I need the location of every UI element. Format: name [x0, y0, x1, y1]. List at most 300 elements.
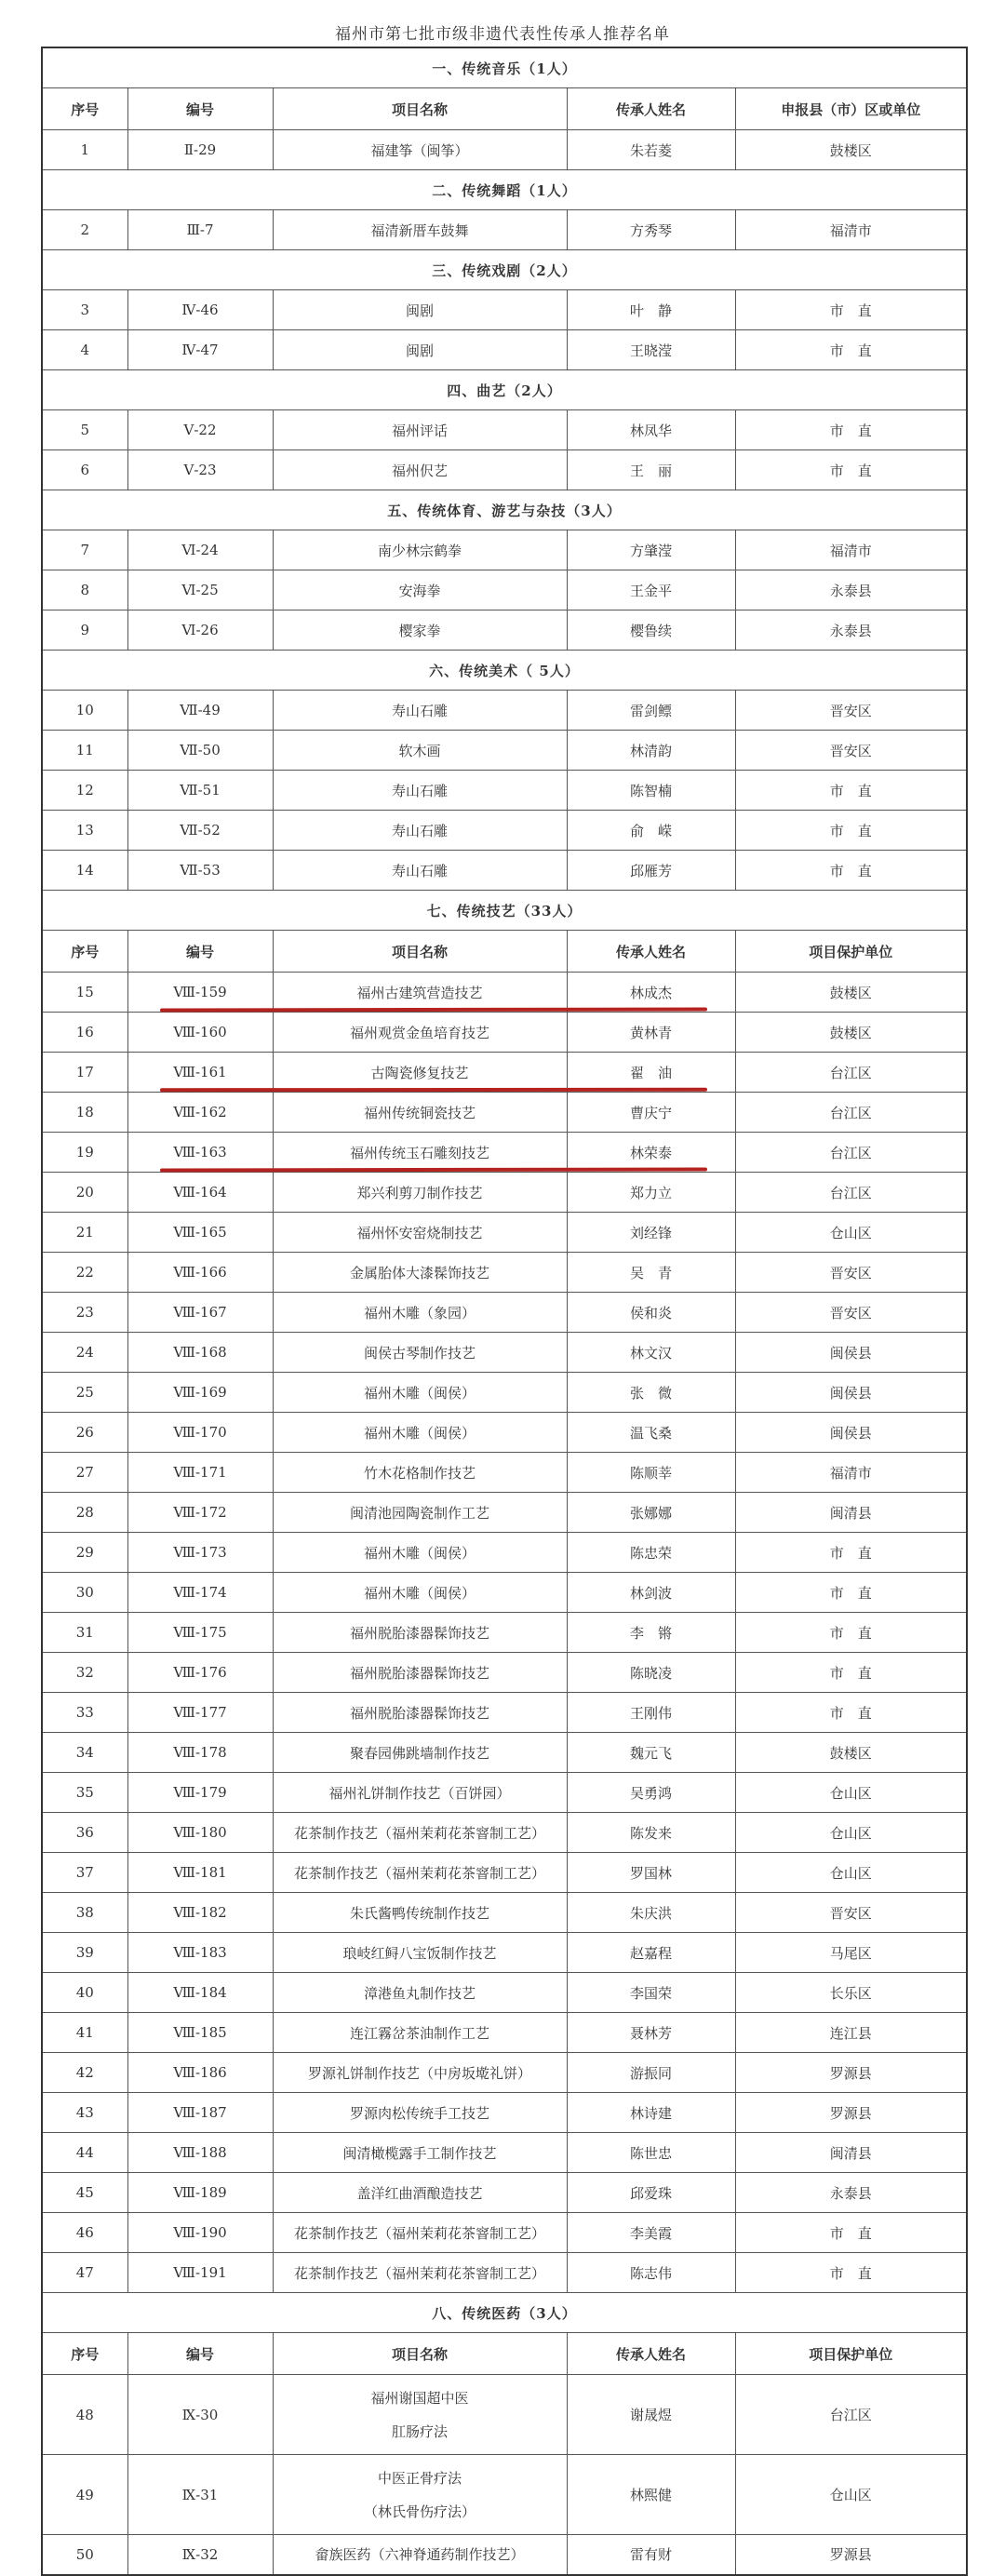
row-number: 25 [42, 1373, 127, 1413]
inheritor-name: 李 锵 [567, 1613, 735, 1653]
section-header-row [42, 891, 967, 931]
table-row [42, 1333, 967, 1373]
applicant-unit: 长乐区 [735, 1973, 967, 2013]
applicant-unit: 市 直 [735, 811, 967, 851]
item-code: Ⅷ-176 [127, 1653, 273, 1693]
table-row [42, 1253, 967, 1293]
row-number: 35 [42, 1773, 127, 1813]
project-name: 寿山石雕 [273, 851, 567, 891]
inheritor-name: 陈忠荣 [567, 1533, 735, 1573]
section-header-row [42, 490, 967, 530]
project-name: 聚春园佛跳墙制作技艺 [273, 1733, 567, 1773]
row-number: 27 [42, 1453, 127, 1493]
project-name: 福州传统铜瓷技艺 [273, 1093, 567, 1133]
project-name: 福州木雕（闽侯） [273, 1573, 567, 1613]
applicant-unit: 市 直 [735, 450, 967, 490]
project-name: 漳港鱼丸制作技艺 [273, 1973, 567, 2013]
table-row [42, 2375, 967, 2455]
inheritor-name: 邱雁芳 [567, 851, 735, 891]
project-name: 罗源礼饼制作技艺（中房坂墘礼饼） [273, 2053, 567, 2093]
column-header-project-name: 项目名称 [273, 88, 567, 130]
applicant-unit: 台江区 [735, 1173, 967, 1213]
item-code: Ⅵ-25 [127, 570, 273, 610]
project-name: 福州木雕（闽侯） [273, 1373, 567, 1413]
inheritor-name: 樱鲁续 [567, 610, 735, 651]
applicant-unit: 晋安区 [735, 1253, 967, 1293]
item-code: Ⅲ-7 [127, 210, 273, 250]
inheritor-name: 林熙健 [567, 2455, 735, 2535]
row-number: 7 [42, 530, 127, 570]
inheritor-name: 王刚伟 [567, 1693, 735, 1733]
project-name: 南少林宗鹤拳 [273, 530, 567, 570]
project-name: 闽剧 [273, 290, 567, 330]
table-row [42, 570, 967, 610]
row-number: 30 [42, 1573, 127, 1613]
table-row [42, 130, 967, 170]
project-name: 福州木雕（闽侯） [273, 1533, 567, 1573]
row-number: 24 [42, 1333, 127, 1373]
project-name: 花茶制作技艺（福州茉莉花茶窨制工艺） [273, 1813, 567, 1853]
row-number: 31 [42, 1613, 127, 1653]
applicant-unit: 仓山区 [735, 1853, 967, 1893]
table-row [42, 1133, 967, 1173]
column-header-row [42, 88, 967, 130]
inheritor-name: 罗国林 [567, 1853, 735, 1893]
table-row [42, 1733, 967, 1773]
row-number: 32 [42, 1653, 127, 1693]
table-row [42, 1973, 967, 2013]
table-row [42, 530, 967, 570]
applicant-unit: 永泰县 [735, 570, 967, 610]
table-row [42, 1053, 967, 1093]
row-number: 39 [42, 1933, 127, 1973]
applicant-unit: 闽侯县 [735, 1373, 967, 1413]
item-code: Ⅷ-174 [127, 1573, 273, 1613]
project-name: 福州评话 [273, 410, 567, 450]
item-code: Ⅷ-183 [127, 1933, 273, 1973]
item-code: Ⅷ-178 [127, 1733, 273, 1773]
item-code: Ⅷ-181 [127, 1853, 273, 1893]
table-row [42, 1933, 967, 1973]
row-number: 14 [42, 851, 127, 891]
project-name: 花茶制作技艺（福州茉莉花茶窨制工艺） [273, 2213, 567, 2253]
project-name: 福清新厝车鼓舞 [273, 210, 567, 250]
table-row [42, 1453, 967, 1493]
item-code: Ⅴ-22 [127, 410, 273, 450]
project-name: 郑兴利剪刀制作技艺 [273, 1173, 567, 1213]
section-title: 二、传统舞蹈（1人） [42, 170, 967, 210]
applicant-unit: 市 直 [735, 851, 967, 891]
column-header-row [42, 2333, 967, 2375]
inheritor-name: 刘经锋 [567, 1213, 735, 1253]
item-code: Ⅷ-166 [127, 1253, 273, 1293]
item-code: Ⅷ-177 [127, 1693, 273, 1733]
column-header-row-number: 序号 [42, 931, 127, 973]
inheritor-name: 游振同 [567, 2053, 735, 2093]
red-underline-annotation [160, 1088, 707, 1093]
inheritor-name: 张娜娜 [567, 1493, 735, 1533]
section-title: 五、传统体育、游艺与杂技（3人） [42, 490, 967, 530]
applicant-unit: 台江区 [735, 1133, 967, 1173]
section-title: 七、传统技艺（33人） [42, 891, 967, 931]
project-name: 福州礼饼制作技艺（百饼园） [273, 1773, 567, 1813]
item-code: Ⅷ-170 [127, 1413, 273, 1453]
item-code: Ⅷ-180 [127, 1813, 273, 1853]
item-code: Ⅷ-185 [127, 2013, 273, 2053]
project-name: 福州脱胎漆器髹饰技艺 [273, 1693, 567, 1733]
row-number: 23 [42, 1293, 127, 1333]
item-code: Ⅱ-29 [127, 130, 273, 170]
column-header-applicant-unit: 项目保护单位 [735, 2333, 967, 2375]
project-name: 福州观赏金鱼培育技艺 [273, 1013, 567, 1053]
row-number: 47 [42, 2253, 127, 2293]
row-number: 12 [42, 771, 127, 811]
item-code: Ⅷ-184 [127, 1973, 273, 2013]
project-name: 琅岐红鲟八宝饭制作技艺 [273, 1933, 567, 1973]
applicant-unit: 连江县 [735, 2013, 967, 2053]
table-row [42, 610, 967, 651]
inheritor-name: 温飞桑 [567, 1413, 735, 1453]
table-row [42, 1093, 967, 1133]
item-code: Ⅷ-161 [127, 1053, 273, 1093]
row-number: 17 [42, 1053, 127, 1093]
applicant-unit: 鼓楼区 [735, 130, 967, 170]
item-code: Ⅷ-162 [127, 1093, 273, 1133]
applicant-unit: 仓山区 [735, 2455, 967, 2535]
row-number: 29 [42, 1533, 127, 1573]
inheritor-name: 陈世忠 [567, 2133, 735, 2173]
item-code: Ⅸ-31 [127, 2455, 273, 2535]
row-number: 19 [42, 1133, 127, 1173]
section-title: 三、传统戏剧（2人） [42, 250, 967, 290]
applicant-unit: 市 直 [735, 1613, 967, 1653]
project-name: 寿山石雕 [273, 771, 567, 811]
table-row [42, 1293, 967, 1333]
project-name: 福州伬艺 [273, 450, 567, 490]
column-header-row [42, 931, 967, 973]
row-number: 34 [42, 1733, 127, 1773]
row-number: 49 [42, 2455, 127, 2535]
table-row [42, 1373, 967, 1413]
item-code: Ⅷ-163 [127, 1133, 273, 1173]
section-header-row [42, 170, 967, 210]
applicant-unit: 鼓楼区 [735, 1013, 967, 1053]
item-code: Ⅸ-32 [127, 2535, 273, 2575]
table-row [42, 973, 967, 1013]
project-name: 闽剧 [273, 330, 567, 370]
project-name: 盖洋红曲酒酿造技艺 [273, 2173, 567, 2213]
table-row [42, 2173, 967, 2213]
row-number: 16 [42, 1013, 127, 1053]
item-code: Ⅵ-26 [127, 610, 273, 651]
row-number: 18 [42, 1093, 127, 1133]
applicant-unit: 马尾区 [735, 1933, 967, 1973]
item-code: Ⅶ-52 [127, 811, 273, 851]
row-number: 13 [42, 811, 127, 851]
project-name: 福建筝（闽筝） [273, 130, 567, 170]
applicant-unit: 市 直 [735, 771, 967, 811]
table-row [42, 330, 967, 370]
applicant-unit: 晋安区 [735, 1293, 967, 1333]
section-header-row [42, 651, 967, 691]
row-number: 50 [42, 2535, 127, 2575]
applicant-unit: 市 直 [735, 1573, 967, 1613]
project-name: 竹木花格制作技艺 [273, 1453, 567, 1493]
table-row [42, 811, 967, 851]
item-code: Ⅷ-171 [127, 1453, 273, 1493]
row-number: 45 [42, 2173, 127, 2213]
applicant-unit: 永泰县 [735, 610, 967, 651]
table-row [42, 210, 967, 250]
item-code: Ⅳ-47 [127, 330, 273, 370]
project-name: 软木画 [273, 731, 567, 771]
project-name: 福州木雕（闽侯） [273, 1413, 567, 1453]
inheritor-name: 朱庆洪 [567, 1893, 735, 1933]
row-number: 28 [42, 1493, 127, 1533]
row-number: 8 [42, 570, 127, 610]
project-name: 福州谢国超中医 肛肠疗法 [273, 2375, 567, 2455]
inheritor-name: 李国荣 [567, 1973, 735, 2013]
applicant-unit: 市 直 [735, 1693, 967, 1733]
row-number: 1 [42, 130, 127, 170]
applicant-unit: 台江区 [735, 2375, 967, 2455]
column-header-applicant-unit: 项目保护单位 [735, 931, 967, 973]
item-code: Ⅳ-46 [127, 290, 273, 330]
row-number: 37 [42, 1853, 127, 1893]
row-number: 36 [42, 1813, 127, 1853]
applicant-unit: 市 直 [735, 2253, 967, 2293]
applicant-unit: 福清市 [735, 210, 967, 250]
inheritor-name: 郑力立 [567, 1173, 735, 1213]
inheritor-name: 叶 静 [567, 290, 735, 330]
item-code: Ⅶ-53 [127, 851, 273, 891]
table-row [42, 410, 967, 450]
project-name: 安海拳 [273, 570, 567, 610]
applicant-unit: 闽侯县 [735, 1333, 967, 1373]
project-name: 花茶制作技艺（福州茉莉花茶窨制工艺） [273, 2253, 567, 2293]
row-number: 41 [42, 2013, 127, 2053]
item-code: Ⅷ-165 [127, 1213, 273, 1253]
applicant-unit: 市 直 [735, 1653, 967, 1693]
table-row [42, 290, 967, 330]
project-name: 古陶瓷修复技艺 [273, 1053, 567, 1093]
table-row [42, 731, 967, 771]
applicant-unit: 罗源县 [735, 2535, 967, 2575]
table-row [42, 2013, 967, 2053]
table-row [42, 1493, 967, 1533]
applicant-unit: 仓山区 [735, 1813, 967, 1853]
project-name: 朱氏酱鸭传统制作技艺 [273, 1893, 567, 1933]
inheritor-name: 林清韵 [567, 731, 735, 771]
item-code: Ⅷ-164 [127, 1173, 273, 1213]
project-name: 闽清池园陶瓷制作工艺 [273, 1493, 567, 1533]
inheritor-name: 方肇滢 [567, 530, 735, 570]
row-number: 21 [42, 1213, 127, 1253]
table-row [42, 2213, 967, 2253]
row-number: 2 [42, 210, 127, 250]
inheritor-name: 林文汉 [567, 1333, 735, 1373]
row-number: 6 [42, 450, 127, 490]
applicant-unit: 罗源县 [735, 2053, 967, 2093]
project-name: 福州木雕（象园） [273, 1293, 567, 1333]
applicant-unit: 鼓楼区 [735, 1733, 967, 1773]
applicant-unit: 台江区 [735, 1053, 967, 1093]
applicant-unit: 闽清县 [735, 1493, 967, 1533]
heritage-inheritors-table [41, 47, 968, 2576]
table-row [42, 1613, 967, 1653]
table-row [42, 1813, 967, 1853]
applicant-unit: 晋安区 [735, 1893, 967, 1933]
project-name: 闽侯古琴制作技艺 [273, 1333, 567, 1373]
table-row [42, 1573, 967, 1613]
applicant-unit: 福清市 [735, 1453, 967, 1493]
item-code: Ⅷ-173 [127, 1533, 273, 1573]
project-name: 金属胎体大漆髹饰技艺 [273, 1253, 567, 1293]
section-title: 四、曲艺（2人） [42, 370, 967, 410]
table-row [42, 691, 967, 731]
section-header-row [42, 250, 967, 290]
item-code: Ⅸ-30 [127, 2375, 273, 2455]
document-title: 福州市第七批市级非遗代表性传承人推荐名单 [335, 25, 670, 44]
inheritor-name: 聂林芳 [567, 2013, 735, 2053]
inheritor-name: 翟 油 [567, 1053, 735, 1093]
inheritor-name: 谢晟煜 [567, 2375, 735, 2455]
inheritor-name: 陈顺莘 [567, 1453, 735, 1493]
project-name: 罗源肉松传统手工技艺 [273, 2093, 567, 2133]
table-row [42, 2053, 967, 2093]
applicant-unit: 福清市 [735, 530, 967, 570]
table-row [42, 1693, 967, 1733]
column-header-applicant-unit: 申报县（市）区或单位 [735, 88, 967, 130]
item-code: Ⅷ-159 [127, 973, 273, 1013]
column-header-inheritor-name: 传承人姓名 [567, 2333, 735, 2375]
inheritor-name: 俞 嵘 [567, 811, 735, 851]
inheritor-name: 曹庆宁 [567, 1093, 735, 1133]
row-number: 38 [42, 1893, 127, 1933]
item-code: Ⅶ-49 [127, 691, 273, 731]
column-header-project-name: 项目名称 [273, 931, 567, 973]
inheritor-name: 陈智楠 [567, 771, 735, 811]
row-number: 15 [42, 973, 127, 1013]
section-title: 一、传统音乐（1人） [42, 47, 967, 88]
applicant-unit: 市 直 [735, 1533, 967, 1573]
inheritor-name: 朱若菱 [567, 130, 735, 170]
row-number: 43 [42, 2093, 127, 2133]
row-number: 11 [42, 731, 127, 771]
item-code: Ⅷ-179 [127, 1773, 273, 1813]
section-title: 八、传统医药（3人） [42, 2293, 967, 2333]
inheritor-name: 林剑波 [567, 1573, 735, 1613]
row-number: 48 [42, 2375, 127, 2455]
project-name: 闽清橄榄露手工制作技艺 [273, 2133, 567, 2173]
project-name: 福州脱胎漆器髹饰技艺 [273, 1613, 567, 1653]
table-row [42, 1213, 967, 1253]
column-header-item-code: 编号 [127, 2333, 273, 2375]
inheritor-name: 雷有财 [567, 2535, 735, 2575]
item-code: Ⅷ-168 [127, 1333, 273, 1373]
section-title: 六、传统美术（ 5人） [42, 651, 967, 691]
item-code: Ⅷ-182 [127, 1893, 273, 1933]
column-header-row-number: 序号 [42, 88, 127, 130]
table-row [42, 1773, 967, 1813]
table-row [42, 2093, 967, 2133]
inheritor-name: 张 微 [567, 1373, 735, 1413]
applicant-unit: 市 直 [735, 290, 967, 330]
table-row [42, 1013, 967, 1053]
item-code: Ⅷ-169 [127, 1373, 273, 1413]
item-code: Ⅷ-175 [127, 1613, 273, 1653]
inheritor-name: 吴勇鸿 [567, 1773, 735, 1813]
table-row [42, 2133, 967, 2173]
inheritor-name: 陈晓凌 [567, 1653, 735, 1693]
project-name: 福州古建筑营造技艺 [273, 973, 567, 1013]
table-row [42, 1173, 967, 1213]
inheritor-name: 林荣泰 [567, 1133, 735, 1173]
project-name: 畲族医药（六神脊通药制作技艺） [273, 2535, 567, 2575]
table-row [42, 771, 967, 811]
table-row [42, 1853, 967, 1893]
table-row [42, 1533, 967, 1573]
inheritor-name: 王金平 [567, 570, 735, 610]
project-name: 花茶制作技艺（福州茉莉花茶窨制工艺） [273, 1853, 567, 1893]
inheritor-name: 李美霞 [567, 2213, 735, 2253]
column-header-inheritor-name: 传承人姓名 [567, 88, 735, 130]
item-code: Ⅷ-187 [127, 2093, 273, 2133]
table-row [42, 1893, 967, 1933]
project-name: 寿山石雕 [273, 691, 567, 731]
item-code: Ⅷ-191 [127, 2253, 273, 2293]
inheritor-name: 林成杰 [567, 973, 735, 1013]
column-header-item-code: 编号 [127, 88, 273, 130]
applicant-unit: 鼓楼区 [735, 973, 967, 1013]
row-number: 42 [42, 2053, 127, 2093]
applicant-unit: 市 直 [735, 330, 967, 370]
inheritor-name: 邱爱珠 [567, 2173, 735, 2213]
inheritor-name: 王 丽 [567, 450, 735, 490]
section-header-row [42, 370, 967, 410]
applicant-unit: 市 直 [735, 410, 967, 450]
row-number: 10 [42, 691, 127, 731]
item-code: Ⅷ-160 [127, 1013, 273, 1053]
table-row [42, 2455, 967, 2535]
project-name: 连江霧岔茶油制作工艺 [273, 2013, 567, 2053]
item-code: Ⅴ-23 [127, 450, 273, 490]
item-code: Ⅷ-188 [127, 2133, 273, 2173]
row-number: 9 [42, 610, 127, 651]
applicant-unit: 晋安区 [735, 731, 967, 771]
inheritor-name: 陈志伟 [567, 2253, 735, 2293]
inheritor-name: 雷剑鳔 [567, 691, 735, 731]
item-code: Ⅷ-167 [127, 1293, 273, 1333]
row-number: 26 [42, 1413, 127, 1453]
inheritor-name: 侯和炎 [567, 1293, 735, 1333]
table-row [42, 1413, 967, 1453]
inheritor-name: 赵嘉程 [567, 1933, 735, 1973]
column-header-row-number: 序号 [42, 2333, 127, 2375]
row-number: 46 [42, 2213, 127, 2253]
table-row [42, 450, 967, 490]
project-name: 中医正骨疗法 （林氏骨伤疗法） [273, 2455, 567, 2535]
applicant-unit: 晋安区 [735, 691, 967, 731]
item-code: Ⅷ-190 [127, 2213, 273, 2253]
inheritor-name: 林凤华 [567, 410, 735, 450]
project-name: 樱家拳 [273, 610, 567, 651]
row-number: 3 [42, 290, 127, 330]
item-code: Ⅷ-189 [127, 2173, 273, 2213]
row-number: 22 [42, 1253, 127, 1293]
applicant-unit: 市 直 [735, 2213, 967, 2253]
applicant-unit: 仓山区 [735, 1773, 967, 1813]
